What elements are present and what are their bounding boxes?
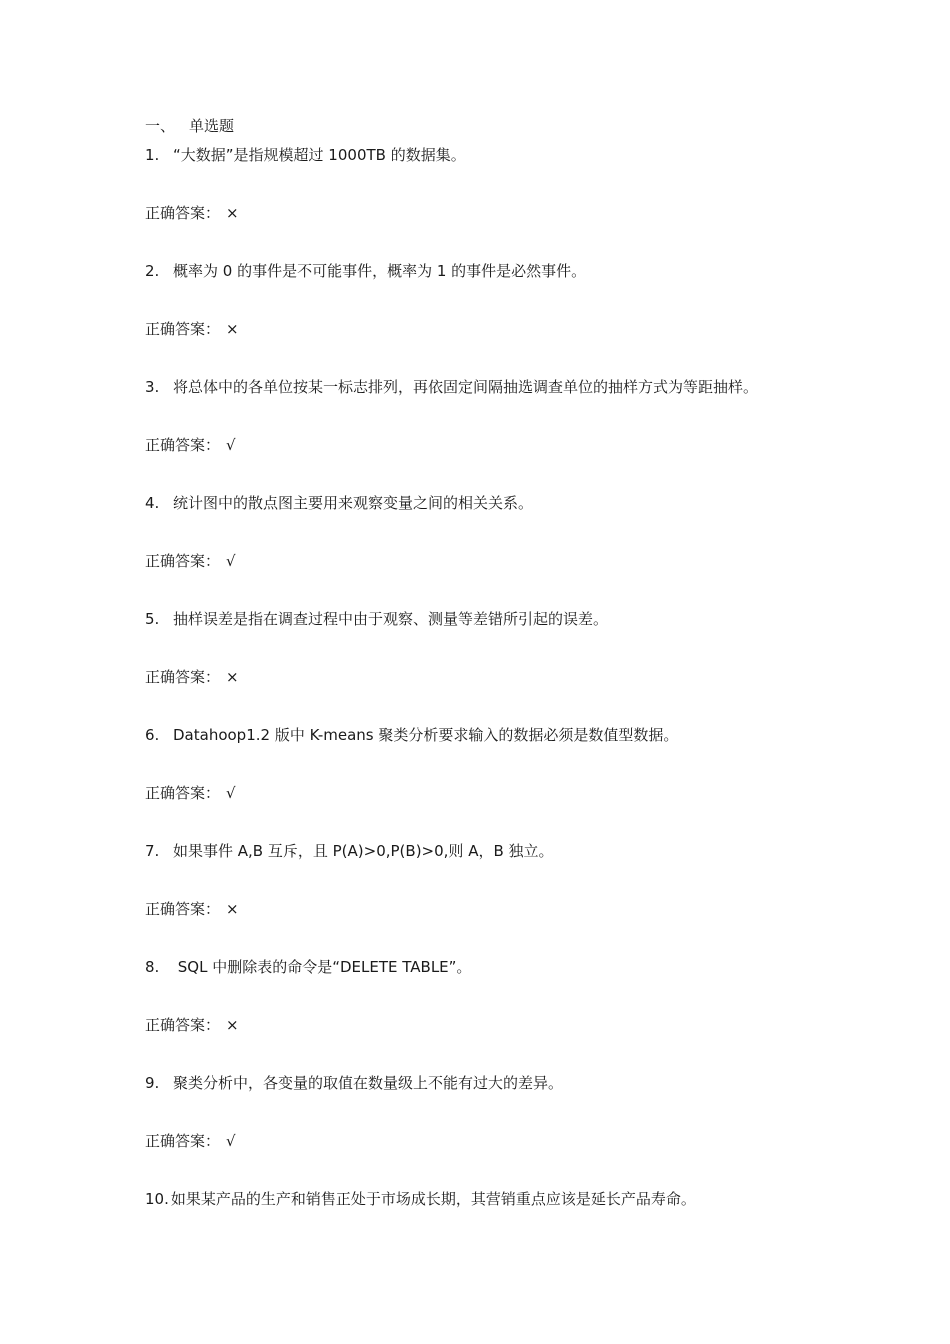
question-text: 如果事件 A,B 互斥，且 P(A)>0,P(B)>0,则 A，B 独立。 [173, 842, 554, 860]
question-text: “大数据”是指规模超过 1000TB 的数据集。 [173, 146, 466, 164]
answer-mark: × [226, 204, 239, 222]
question-text: 将总体中的各单位按某一标志排列，再依固定间隔抽选调查单位的抽样方式为等距抽样。 [173, 378, 759, 396]
answer-label: 正确答案： [145, 1016, 221, 1034]
answer-mark: √ [226, 784, 236, 802]
answer-label: 正确答案： [145, 552, 221, 570]
answer-7 [145, 899, 239, 919]
question-number: 4. [145, 494, 160, 512]
question-1 [145, 145, 466, 165]
question-2 [145, 261, 586, 281]
answer-8 [145, 1015, 239, 1035]
answer-6 [145, 783, 236, 803]
answer-label: 正确答案： [145, 668, 221, 686]
section-title: 单选题 [189, 117, 235, 135]
answer-3 [145, 435, 236, 455]
answer-4 [145, 551, 236, 571]
question-6 [145, 725, 678, 745]
answer-label: 正确答案： [145, 320, 221, 338]
answer-mark: √ [226, 552, 236, 570]
question-text: 如果某产品的生产和销售正处于市场成长期，其营销重点应该是延长产品寿命。 [170, 1190, 696, 1208]
question-7 [145, 841, 554, 861]
answer-1 [145, 203, 239, 223]
answer-label: 正确答案： [145, 900, 221, 918]
question-number: 9. [145, 1074, 160, 1092]
question-number: 10. [145, 1190, 169, 1208]
answer-mark: × [226, 668, 239, 686]
question-text: 抽样误差是指在调查过程中由于观察、测量等差错所引起的误差。 [173, 610, 609, 628]
question-10 [145, 1189, 696, 1209]
question-text: 聚类分析中，各变量的取值在数量级上不能有过大的差异。 [173, 1074, 564, 1092]
answer-label: 正确答案： [145, 1132, 221, 1150]
question-text: 统计图中的散点图主要用来观察变量之间的相关关系。 [173, 494, 534, 512]
question-9 [145, 1073, 563, 1093]
answer-label: 正确答案： [145, 204, 221, 222]
answer-label: 正确答案： [145, 784, 221, 802]
question-number: 1. [145, 146, 160, 164]
answer-mark: √ [226, 436, 236, 454]
answer-mark: × [226, 1016, 239, 1034]
question-number: 5. [145, 610, 160, 628]
answer-9 [145, 1131, 236, 1151]
section-number: 一、 [145, 117, 176, 135]
question-5 [145, 609, 608, 629]
question-number: 2. [145, 262, 160, 280]
question-text: 概率为 0 的事件是不可能事件，概率为 1 的事件是必然事件。 [173, 262, 587, 280]
question-number: 6. [145, 726, 160, 744]
answer-mark: √ [226, 1132, 236, 1150]
question-3 [145, 377, 758, 397]
question-number: 3. [145, 378, 160, 396]
question-number: 7. [145, 842, 160, 860]
answer-2 [145, 319, 239, 339]
question-number: 8. [145, 958, 160, 976]
section-heading [145, 116, 234, 136]
answer-mark: × [226, 320, 239, 338]
answer-5 [145, 667, 239, 687]
answer-label: 正确答案： [145, 436, 221, 454]
question-4 [145, 493, 533, 513]
question-text: Datahoop1.2 版中 K-means 聚类分析要求输入的数据必须是数值型数据。 [173, 726, 679, 744]
question-text: SQL 中删除表的命令是“DELETE TABLE”。 [173, 958, 472, 976]
answer-mark: × [226, 900, 239, 918]
question-8 [145, 957, 471, 977]
